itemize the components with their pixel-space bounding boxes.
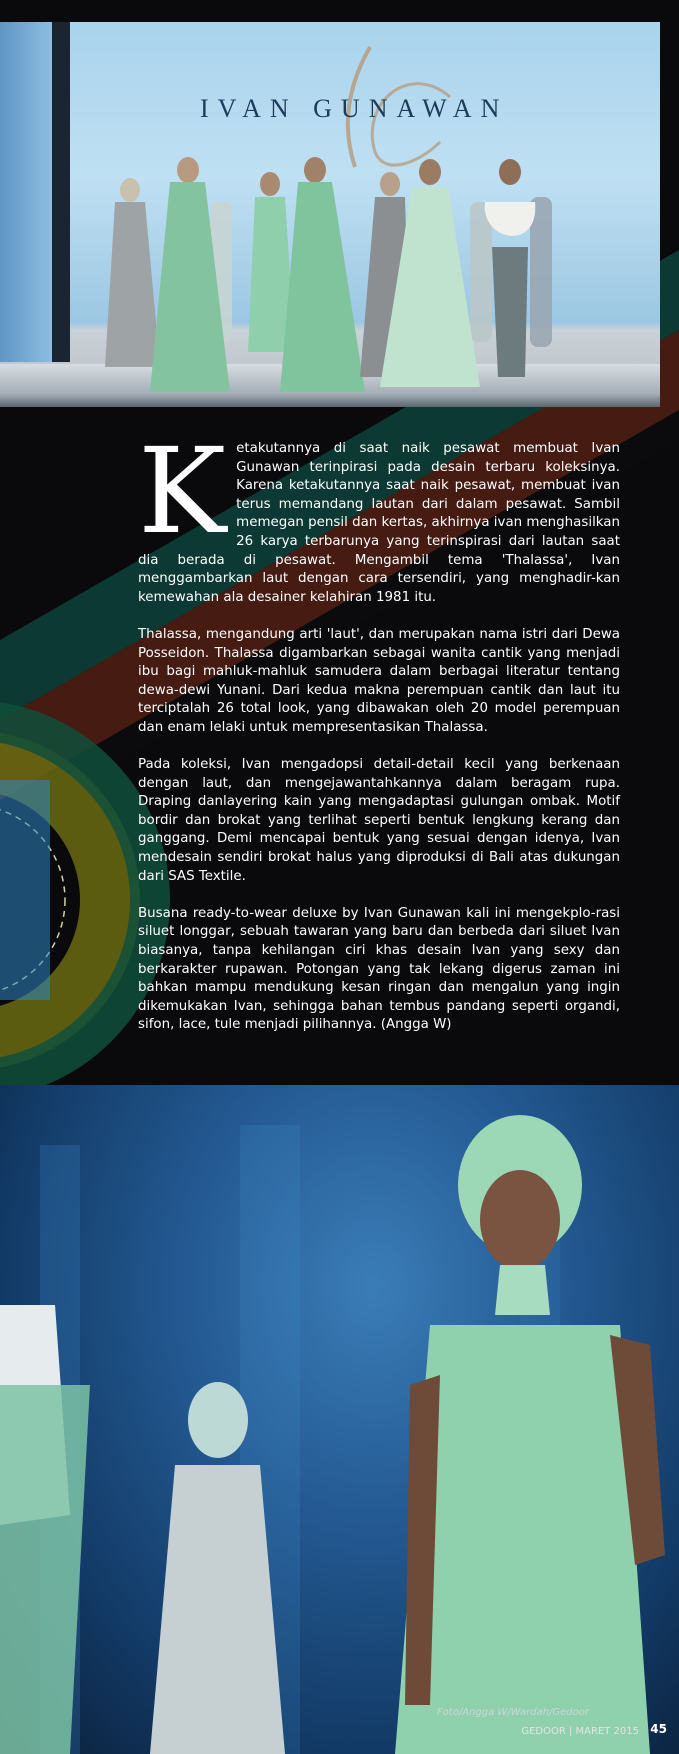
article-paragraph: Busana ready-to-wear deluxe by Ivan Gunawan kali ini mengekplo-rasi siluet longgar, sebuah tawaran yang baru dan berbeda dari siluet Ivan biasanya, tanpa kehilangan ciri khas desain Ivan yang sexy dan berkarakter rupawan. Potongan yang tak lekang digerus zaman ini bahkan mampu mendukung kesan ringan dan mengalun yang ingin dikemukakan Ivan, sehingga bahan tembus pandang seperti organdi, sifon, lace, tule menjadi pilihannya. (Angga W)	[138, 905, 620, 1033]
page-number: 45	[650, 1722, 667, 1736]
runway-models-illustration	[0, 22, 660, 407]
drop-cap: K	[138, 422, 227, 560]
runway-closeup-illustration	[0, 1085, 679, 1754]
article-paragraph: etakutannya di saat naik pesawat membuat Ivan Gunawan terinpirasi pada desain terbaru koleksinya. Karena ketakutannya saat naik pesawat, membuat ivan terus memandang lautan dari dalam pesawat. Sambil memegan pensil dan kertas, akhirnya ivan menghasilkan 26 karya terbarunya yang terinspirasi dari lautan saat dia berada di pesawat. Mengambil tema 'Thalassa', Ivan menggambarkan laut dengan cara tersendiri, yang menghadir-kan kemewahan ala desainer kelahiran 1981 itu.	[138, 441, 620, 605]
article-paragraph: Thalassa, mengandung arti 'laut', dan merupakan nama istri dari Dewa Posseidon. Thalassa digambarkan sebagai wanita cantik yang menjadi ibu bagi mahluk-mahluk samudera dalam berbagai literatur tentang dewa-dewi Yunani. Dari kedua makna perempuan cantik dan laut itu terciptalah 26 total look, yang dibawakan oleh 20 model perempuan dan enam lelaki untuk mempresentasikan Thalassa.	[138, 626, 620, 735]
runway-photo-bottom	[0, 1085, 679, 1754]
article-paragraph: Pada koleksi, Ivan mengadopsi detail-detail kecil yang berkenaan dengan laut, dan mengejawantahkannya dalam beragam rupa. Draping danlayering kain yang mengadaptasi gulungan ombak. Motif bordir dan brokat yang terlihat seperti bentuk lengkung kerang dan ganggang. Demi mencapai bentuk yang sesuai dengan idenya, Ivan mendesain sendiri brokat halus yang diproduksi di Bali atas dukungan dari SAS Textile.	[138, 757, 620, 884]
photo-credit: Foto/Angga W/Wardah/Gedoor	[436, 1707, 589, 1718]
article-body	[138, 422, 620, 1054]
runway-photo-top	[0, 22, 660, 407]
magazine-footer: GEDOOR | MARET 2015	[521, 1726, 639, 1737]
designer-brand-logo: IVAN GUNAWAN	[200, 94, 509, 123]
